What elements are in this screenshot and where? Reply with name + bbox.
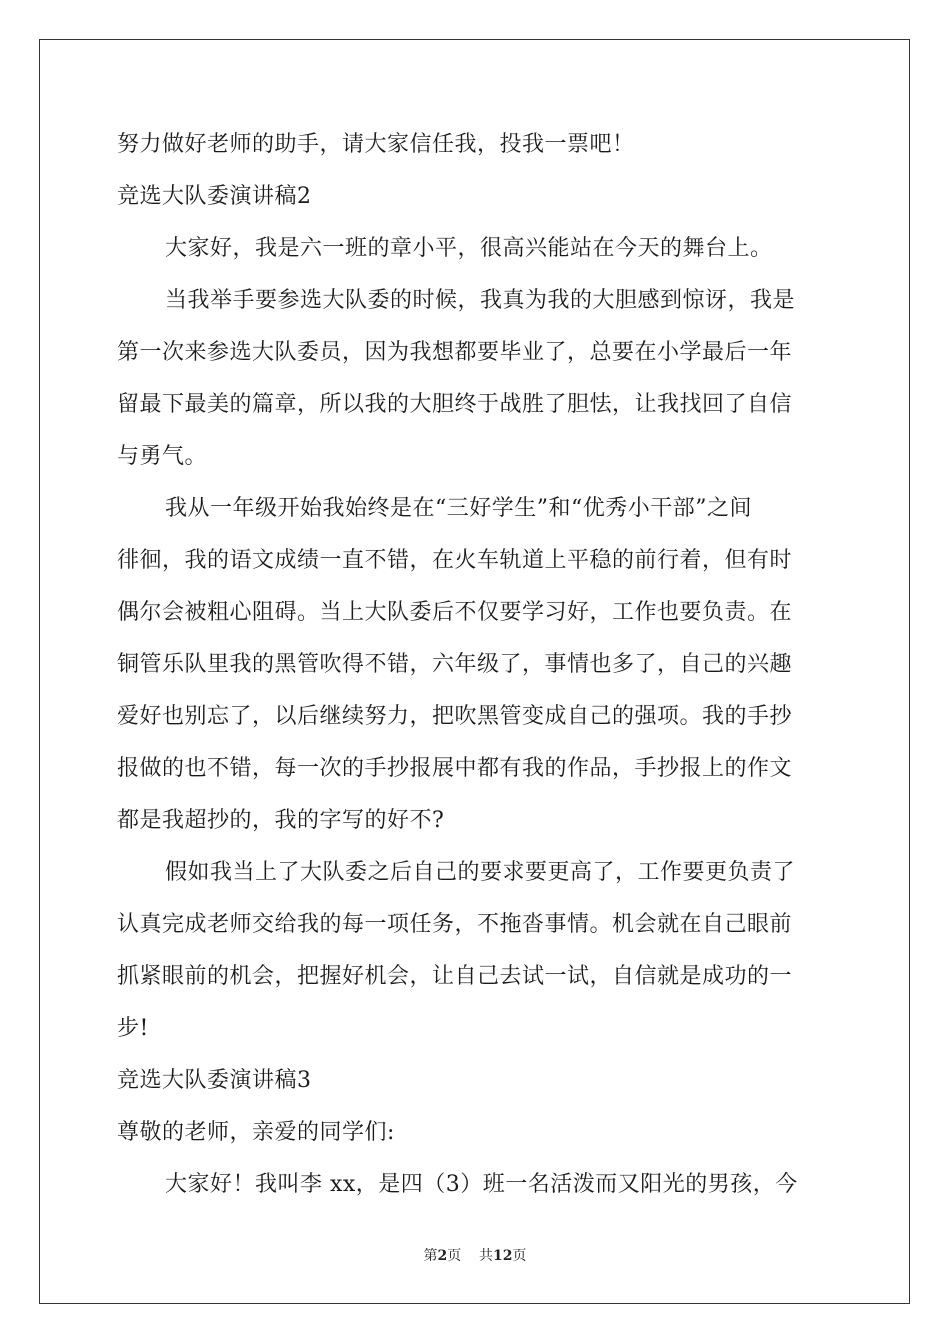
page-label-suffix: 页 [447, 1248, 462, 1264]
total-label-prefix: 共 [479, 1248, 494, 1264]
total-label-suffix: 页 [512, 1248, 527, 1264]
paragraph-line: 认真完成老师交给我的每一项任务，不拖沓事情。机会就在自己眼前 [117, 912, 793, 937]
text-line: 努力做好老师的助手，请大家信任我，投我一票吧！ [117, 132, 635, 157]
paragraph-line: 大家好！我叫李 xx，是四（3）班一名活泼而又阳光的男孩，今 [165, 1172, 798, 1197]
paragraph-line: 徘徊，我的语文成绩一直不错，在火车轨道上平稳的前行着，但有时 [117, 548, 793, 573]
salutation: 尊敬的老师，亲爱的同学们: [117, 1120, 395, 1145]
paragraph-line: 假如我当上了大队委之后自己的要求要更高了，工作要更负责了 [165, 860, 796, 885]
section-heading: 竞选大队委演讲稿2 [117, 184, 312, 209]
section-heading: 竞选大队委演讲稿3 [117, 1068, 312, 1093]
page-label-prefix: 第 [423, 1248, 438, 1264]
page-number: 2 [437, 1248, 448, 1264]
paragraph-line: 铜管乐队里我的黑管吹得不错，六年级了，事情也多了，自己的兴趣 [117, 652, 793, 677]
paragraph-line: 偶尔会被粗心阻碍。当上大队委后不仅要学习好，工作也要负责。在 [117, 600, 793, 625]
paragraph-line: 与勇气。 [117, 444, 208, 469]
paragraph-line: 报做的也不错，每一次的手抄报展中都有我的作品，手抄报上的作文 [117, 756, 793, 781]
paragraph-line: 大家好，我是六一班的章小平，很高兴能站在今天的舞台上。 [165, 236, 773, 261]
page-footer [0, 1245, 950, 1265]
paragraph-line: 当我举手要参选大队委的时候，我真为我的大胆感到惊讶，我是 [165, 288, 796, 313]
paragraph-line: 留最下最美的篇章，所以我的大胆终于战胜了胆怯，让我找回了自信 [117, 392, 793, 417]
paragraph-line: 第一次来参选大队委员，因为我想都要毕业了，总要在小学最后一年 [117, 340, 793, 365]
total-pages: 12 [493, 1248, 513, 1264]
paragraph-line: 我从一年级开始我始终是在“三好学生”和“优秀小干部”之间 [165, 496, 752, 521]
paragraph-line: 抓紧眼前的机会，把握好机会，让自己去试一试，自信就是成功的一 [117, 964, 793, 989]
paragraph-line: 爱好也别忘了，以后继续努力，把吹黑管变成自己的强项。我的手抄 [117, 704, 793, 729]
paragraph-line: 都是我超抄的，我的字写的好不? [117, 808, 445, 833]
paragraph-line: 步! [117, 1016, 149, 1041]
